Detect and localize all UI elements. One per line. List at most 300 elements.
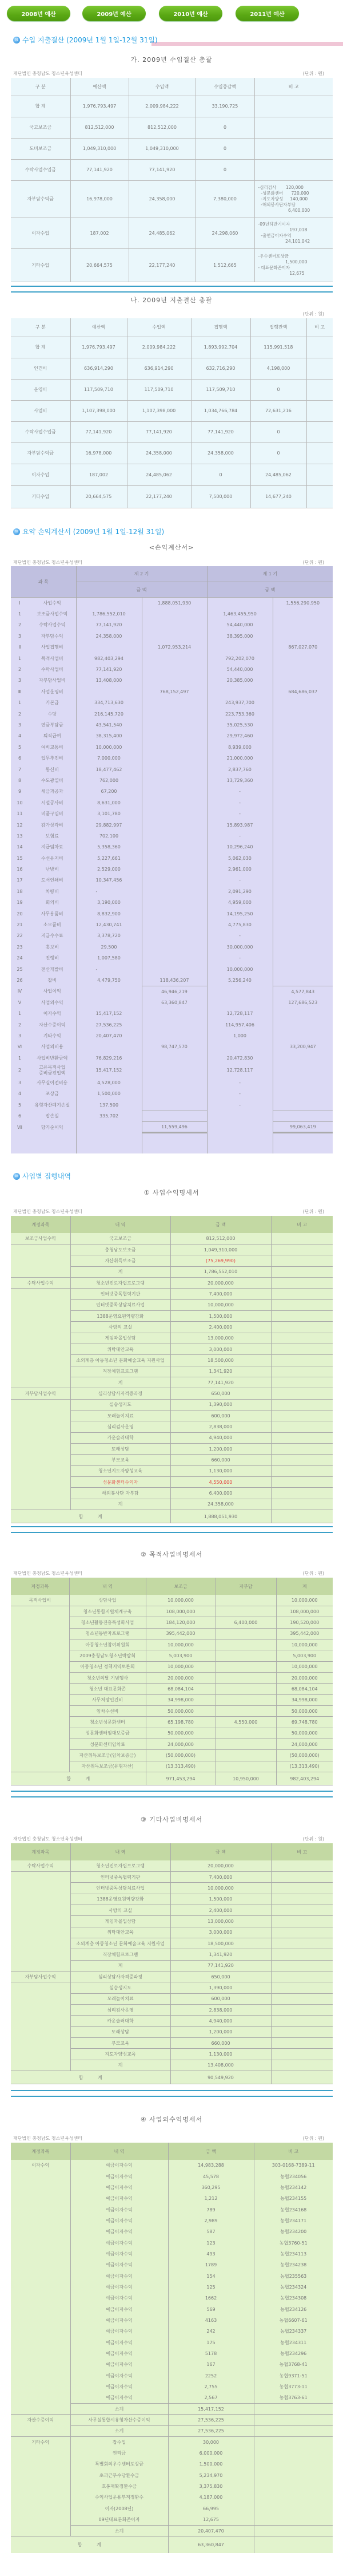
table-cell: 심리검사운영 xyxy=(70,2004,170,2015)
table-cell: 예금이자수익 xyxy=(70,2304,168,2314)
table-row xyxy=(11,720,333,730)
table-cell: Ⅴ xyxy=(18,999,22,1005)
pl-title: <손익계산서> xyxy=(149,544,194,551)
table-cell: 2,400,000 xyxy=(170,1905,271,1915)
table-cell: 심리상담사자격증과정 xyxy=(70,1388,170,1399)
table-cell: 66,995 xyxy=(168,2503,254,2514)
table-row xyxy=(11,841,333,852)
table-cell: 20,000,000 xyxy=(170,1860,271,1871)
table-row xyxy=(11,96,333,117)
table-cell: 127,686,523 xyxy=(288,999,318,1005)
table-cell xyxy=(273,808,333,819)
table-cell: 24 xyxy=(17,955,23,961)
table-cell: 67,200 xyxy=(76,786,142,797)
table-cell xyxy=(11,1133,29,1153)
table-cell: 1,034,766,784 xyxy=(191,400,250,421)
table-cell xyxy=(273,609,333,619)
table-cell: 8 xyxy=(18,777,22,783)
table-cell xyxy=(142,1133,207,1153)
table-cell: 24,485,062 xyxy=(250,464,306,485)
budget-2011-button[interactable]: 2011년 예산 xyxy=(236,6,299,21)
table-cell: 예금이자수익 xyxy=(70,2293,168,2304)
table-cell: 7,380,000 xyxy=(196,180,254,218)
column-header: 수입액 xyxy=(129,78,196,96)
table-cell: 16,978,000 xyxy=(70,180,129,218)
table-cell: 사업이익 xyxy=(29,986,76,997)
table-cell xyxy=(142,697,207,708)
table-cell: 30,000,000 xyxy=(207,942,273,953)
table-cell: 14,195,250 xyxy=(207,908,273,919)
table-cell: 사업비 xyxy=(11,400,70,421)
table-cell: 목적사업비 xyxy=(29,653,76,663)
table-cell: 2,837,760 xyxy=(207,764,273,775)
table-cell: 연금부담금 xyxy=(29,720,76,730)
table-cell: 기본급 xyxy=(29,697,76,708)
table-cell: 4,959,000 xyxy=(207,897,273,908)
table-cell: 1,107,398,000 xyxy=(70,400,127,421)
table-cell xyxy=(142,775,207,786)
budget-2008-button[interactable]: 2008년 예산 xyxy=(7,6,70,21)
table-cell: 3 xyxy=(18,678,22,683)
table-cell xyxy=(254,96,333,117)
table-cell: 303-0168-7389-11 xyxy=(272,2163,315,2168)
table-cell: 68,084,104 xyxy=(276,1684,333,1694)
org-name: 재단법인 충청남도 청소년육성센터 xyxy=(13,560,83,565)
table-cell: 예금이자수익 xyxy=(70,2326,168,2337)
column-header: 구 분 xyxy=(11,318,70,337)
table-cell xyxy=(271,1255,333,1266)
table-cell: 2 xyxy=(18,667,22,673)
table-cell: 812,512,000 xyxy=(70,117,129,138)
table-cell xyxy=(254,2492,333,2503)
table-cell: 2 xyxy=(18,622,22,628)
total-label: 합 계 xyxy=(11,2537,168,2553)
table-cell: 잡수입 xyxy=(70,2437,168,2448)
table-cell: 20,664,575 xyxy=(70,248,129,282)
table-cell: 187,002 xyxy=(70,464,127,485)
table-cell xyxy=(142,831,207,841)
header-row xyxy=(11,2143,333,2160)
column-header: 계 xyxy=(302,1583,307,1589)
table-cell: 812,512,000 xyxy=(170,1233,271,1244)
table-cell xyxy=(142,1064,207,1077)
revenue-detail-title: ① 사업수익명세서 xyxy=(143,1189,200,1196)
subtotal-cell: 15,417,152 xyxy=(168,2404,254,2415)
table-cell: 자산취득보조금(유형자산) xyxy=(69,1761,146,1772)
table-cell: 예금이자수익 xyxy=(70,2270,168,2281)
table-cell xyxy=(254,2481,333,2492)
table-cell: 12,728,117 xyxy=(207,1008,273,1019)
table-cell: 계 xyxy=(70,2060,170,2071)
table-cell: 216,145,720 xyxy=(76,708,142,719)
table-cell: 187,002 xyxy=(70,218,129,248)
table-row xyxy=(11,1030,333,1041)
subtotal-cell xyxy=(254,2404,333,2415)
table-cell xyxy=(271,1432,333,1443)
table-row xyxy=(11,218,333,248)
table-cell: 35,025,530 xyxy=(207,720,273,730)
table-cell: 사무용품비 xyxy=(29,908,76,919)
table-cell: 차량비 xyxy=(29,886,76,897)
table-cell xyxy=(306,337,333,358)
table-cell: 1,556,290,950 xyxy=(286,600,320,606)
table-cell xyxy=(271,1355,333,1366)
table-cell xyxy=(273,897,333,908)
table-cell: 1,130,000 xyxy=(170,1465,271,1476)
table-cell: 이자(2008년) xyxy=(70,2503,168,2514)
table-cell: 54,440,000 xyxy=(207,664,273,675)
expense-summary-table xyxy=(11,318,333,508)
table-cell xyxy=(273,852,333,863)
table-cell: 1 xyxy=(18,1011,22,1017)
budget-2010-button[interactable]: 2010년 예산 xyxy=(159,6,222,21)
table-row xyxy=(11,1606,333,1617)
column-header: 보조금 xyxy=(146,1578,216,1595)
table-cell: 4,775,830 xyxy=(207,919,273,930)
table-cell: 1,200,000 xyxy=(170,1444,271,1455)
table-row xyxy=(11,775,333,786)
table-row xyxy=(11,1100,333,1111)
table-cell: 농협3773-11 xyxy=(279,2384,308,2390)
table-row xyxy=(11,631,333,642)
table-cell: 6,400,000 xyxy=(216,1617,276,1628)
table-cell: 농협6607-61 xyxy=(279,2317,308,2323)
table-cell: 360,295 xyxy=(168,2182,254,2193)
table-cell: 청소년활동진흥특성화사업 xyxy=(69,1617,146,1628)
table-cell xyxy=(142,708,207,719)
table-row xyxy=(11,358,333,379)
subtotal-cell xyxy=(254,2425,333,2436)
table-cell: 농협3763-61 xyxy=(279,2395,308,2401)
table-cell: 9 xyxy=(18,789,22,795)
table-cell: 위탁대안교육 xyxy=(70,1927,170,1938)
table-cell: 사랑의 교실 xyxy=(70,1322,170,1333)
table-row xyxy=(11,442,333,464)
table-cell: - xyxy=(207,1077,273,1088)
table-cell: 33,190,725 xyxy=(196,96,254,117)
table-cell: -우수센터포상금 1,500,000 - 대표문화존이자 12,675 xyxy=(254,248,333,282)
table-cell xyxy=(273,942,333,953)
table-cell: 18,500,000 xyxy=(170,1938,271,1949)
column-header: 비 고 xyxy=(288,2148,299,2154)
table-row xyxy=(11,1041,333,1052)
budget-2009-button[interactable]: 2009년 예산 xyxy=(82,6,146,21)
table-cell: 1,500,000 xyxy=(168,2459,254,2470)
table-cell: 1662 xyxy=(168,2293,254,2304)
table-cell: 12,430,741 xyxy=(76,919,142,930)
table-cell xyxy=(273,919,333,930)
table-cell: 125 xyxy=(168,2282,254,2293)
table-cell: 54,440,000 xyxy=(207,619,273,630)
table-cell xyxy=(271,2026,333,2037)
table-cell: 24,358,000 xyxy=(127,442,191,464)
table-cell: 예금이자수익 xyxy=(70,2370,168,2381)
table-cell: 예금이자수익 xyxy=(70,2182,168,2193)
table-cell: 1,049,310,000 xyxy=(129,138,196,159)
table-row xyxy=(11,753,333,764)
account-cell: 보조금사업수익 xyxy=(11,1233,70,1244)
table-cell: 600,000 xyxy=(170,1993,271,2004)
table-cell: 25 xyxy=(17,966,23,972)
table-cell: 세금과공과 xyxy=(29,786,76,797)
table-cell: 10,000,000 xyxy=(276,1595,333,1606)
column-header: 내 역 xyxy=(70,2143,168,2160)
other-detail-title: ③ 기타사업비명세서 xyxy=(140,1816,203,1823)
table-cell: 1 xyxy=(18,700,22,706)
table-cell: 난방비 xyxy=(29,864,76,875)
table-cell xyxy=(271,1477,333,1488)
table-cell xyxy=(273,886,333,897)
table-cell: 농협234126 xyxy=(280,2306,307,2312)
table-row xyxy=(11,1595,333,1606)
table-cell: 1,500,000 xyxy=(170,1894,271,1905)
table-cell: 20,000,000 xyxy=(170,1277,271,1288)
table-cell: 예금이자수익 xyxy=(70,2249,168,2259)
table-cell: 3,000,000 xyxy=(170,1927,271,1938)
table-cell xyxy=(273,1030,333,1041)
table-cell: 10,000,000 xyxy=(276,1639,333,1650)
table-cell: 6 xyxy=(18,1113,22,1119)
table-cell: 27,536,225 xyxy=(76,1019,142,1030)
table-cell: 650,000 xyxy=(170,1388,271,1399)
table-cell xyxy=(142,930,207,941)
account-cell: 목적사업비 xyxy=(11,1595,69,1606)
section-number-icon: 03 xyxy=(13,1173,20,1180)
table-cell: Ⅳ xyxy=(17,989,22,994)
table-cell: - xyxy=(76,886,142,897)
income-statement-table xyxy=(11,566,333,1153)
table-cell: 768,152,497 xyxy=(142,686,207,697)
table-cell xyxy=(207,686,273,697)
table-cell xyxy=(142,664,207,675)
table-cell xyxy=(271,1388,333,1399)
table-cell: 30,000 xyxy=(168,2437,254,2448)
table-cell: 1 xyxy=(18,611,22,617)
table-cell: 농협234056 xyxy=(280,2174,307,2179)
table-cell xyxy=(273,1053,333,1064)
table-cell xyxy=(271,1299,333,1310)
table-cell: 23 xyxy=(17,944,23,950)
table-cell xyxy=(29,1133,76,1153)
table-cell: 인터넷중독협력기관 xyxy=(70,1871,170,1882)
table-cell xyxy=(216,1639,276,1650)
table-cell xyxy=(76,598,142,609)
table-cell: 1,976,793,497 xyxy=(70,337,127,358)
table-row xyxy=(11,864,333,875)
table-cell: 전산개발비 xyxy=(29,963,76,974)
table-cell: 아동청소년 정책지역토론회 xyxy=(69,1661,146,1672)
table-cell: 성문화센터수익자 xyxy=(70,1477,170,1488)
table-cell: 업무추진비 xyxy=(29,753,76,764)
table-cell: 123 xyxy=(168,2237,254,2248)
table-cell: 15,893,987 xyxy=(207,819,273,830)
table-cell: 잡비 xyxy=(29,975,76,986)
table-cell xyxy=(271,1333,333,1344)
subtotal-cell: 20,407,470 xyxy=(168,2525,254,2536)
table-cell: - xyxy=(207,808,273,819)
table-cell: 115,991,518 xyxy=(250,337,306,358)
table-cell: 13,000,000 xyxy=(170,1333,271,1344)
table-cell xyxy=(207,1121,273,1132)
total-cell: 971,453,294 xyxy=(146,1772,216,1785)
table-cell: 특별회의우수센터포상금 xyxy=(70,2459,168,2470)
table-cell: 5,062,030 xyxy=(207,852,273,863)
table-cell: 12,675 xyxy=(168,2514,254,2525)
table-cell: 5 xyxy=(18,744,22,750)
table-cell xyxy=(207,997,273,1008)
revenue-detail-table xyxy=(11,1216,333,1523)
table-cell xyxy=(273,864,333,875)
table-cell xyxy=(271,1927,333,1938)
column-header: 수입증감액 xyxy=(196,78,254,96)
subject-header: 과 목 xyxy=(11,566,76,598)
table-cell: (13,313,490) xyxy=(276,1761,333,1772)
total-cell: 982,403,294 xyxy=(276,1772,333,1785)
table-cell xyxy=(273,953,333,963)
table-cell: 계 xyxy=(70,1499,170,1510)
table-cell: 예금이자수익 xyxy=(70,2259,168,2270)
table-cell xyxy=(142,1008,207,1019)
table-cell xyxy=(142,1088,207,1099)
table-cell: 18,500,000 xyxy=(170,1355,271,1366)
merged-account-cell xyxy=(11,1982,70,2071)
table-cell: 2,009,984,222 xyxy=(129,96,196,117)
table-cell: 789 xyxy=(168,2204,254,2215)
table-cell xyxy=(142,1053,207,1064)
table-cell: 지급임차료 xyxy=(29,841,76,852)
table-cell: 5 xyxy=(18,1102,22,1108)
table-cell: 홍보비 xyxy=(29,942,76,953)
nonop-detail-title: ④ 사업외수익명세서 xyxy=(140,2116,203,2123)
table-cell xyxy=(216,1750,276,1761)
table-cell: 24,358,000 xyxy=(170,1499,271,1510)
table-row xyxy=(11,379,333,400)
table-cell: 24,298,060 xyxy=(196,218,254,248)
table-cell: 8,631,000 xyxy=(76,797,142,808)
table-cell: 모래놀이치료 xyxy=(70,1411,170,1421)
column-header: 계정과목 xyxy=(11,2143,70,2160)
table-cell xyxy=(142,797,207,808)
table-cell: 국고보조금 xyxy=(11,117,70,138)
purpose-expense-table xyxy=(11,1578,333,1785)
unit-label: (단위 : 원) xyxy=(302,560,324,565)
section-title: 요약 손익계산서 (2009년 1월 1일-12월 31일) xyxy=(22,528,165,536)
account-cell: 이자수익 xyxy=(11,2160,70,2415)
table-cell xyxy=(273,742,333,753)
total-cell: 63,360,847 xyxy=(168,2537,254,2553)
table-cell xyxy=(76,986,142,997)
table-cell xyxy=(306,358,333,379)
period1-header: 제 1 기 xyxy=(207,566,333,582)
table-cell xyxy=(142,875,207,886)
table-cell: 68,084,104 xyxy=(146,1684,216,1694)
table-cell: 고유목적사업 준비금전입액 xyxy=(29,1064,76,1077)
total-cell xyxy=(271,1510,333,1523)
table-cell: 소외계층 아동청소년 문화예술교육 지원사업 xyxy=(70,1355,170,1366)
merged-account-cell xyxy=(11,1399,70,1510)
table-cell xyxy=(271,1289,333,1299)
table-cell: 632,716,290 xyxy=(191,358,250,379)
table-cell: 성문화센터임대보증금 xyxy=(69,1728,146,1739)
column-header: 내 역 xyxy=(70,1216,170,1233)
table-cell: 29,500 xyxy=(76,942,142,953)
table-cell: 예금이자수익 xyxy=(70,2160,168,2171)
column-header: 계정과목 xyxy=(11,1843,70,1860)
table-cell: 77,141,920 xyxy=(129,159,196,180)
table-cell: 상담사업 xyxy=(69,1595,146,1606)
table-cell xyxy=(207,1111,273,1121)
table-cell xyxy=(142,908,207,919)
table-cell: 농협235563 xyxy=(280,2273,307,2279)
table-cell: - xyxy=(207,930,273,941)
table-cell: 예금이자수익 xyxy=(70,2193,168,2204)
table-cell: 982,403,294 xyxy=(76,653,142,663)
table-cell: 사업외비용 xyxy=(29,1041,76,1052)
table-cell xyxy=(216,1739,276,1749)
subtotal-cell: 27,536,225 xyxy=(168,2425,254,2436)
table-cell: 2,009,984,222 xyxy=(127,337,191,358)
table-cell: 충청남도보조금 xyxy=(70,1244,170,1255)
table-cell: 사업집행비 xyxy=(29,642,76,653)
table-row xyxy=(11,138,333,159)
table-cell: 8,939,000 xyxy=(207,742,273,753)
table-cell: 게임과몰입상담 xyxy=(70,1333,170,1344)
table-row xyxy=(11,963,333,974)
table-cell: 10,296,240 xyxy=(207,841,273,852)
table-cell: 118,436,207 xyxy=(142,975,207,986)
table-cell: 4 xyxy=(18,1091,22,1097)
table-cell: 5,234,970 xyxy=(168,2470,254,2481)
table-cell: 1,049,310,000 xyxy=(70,138,129,159)
table-cell: 청소년성문화센터 xyxy=(69,1717,146,1728)
table-cell: 77,141,920 xyxy=(170,1377,271,1388)
unit-label: (단위 : 원) xyxy=(302,71,324,76)
table-cell: 4,550,000 xyxy=(170,1477,271,1488)
table-row xyxy=(11,1088,333,1099)
table-cell: 또래상담 xyxy=(70,2026,170,2037)
column-header: 자부담 xyxy=(216,1578,276,1595)
table-cell: 농협234324 xyxy=(280,2284,307,2290)
unit-label: (단위 : 원) xyxy=(302,311,324,317)
table-cell xyxy=(271,1883,333,1894)
table-cell: 167 xyxy=(168,2359,254,2370)
table-cell: 청소년동반자프로그램 xyxy=(69,1628,146,1639)
table-cell: - xyxy=(207,786,273,797)
table-cell: 청소년진로자립프로그램 xyxy=(70,1277,170,1288)
table-cell: 3 xyxy=(18,633,22,639)
table-row xyxy=(11,875,333,886)
table-cell: 1,212 xyxy=(168,2193,254,2204)
table-cell: 카운슬러대학 xyxy=(70,2016,170,2026)
table-cell xyxy=(142,631,207,642)
table-cell: 50,000,000 xyxy=(146,1705,216,1716)
table-row xyxy=(11,1077,333,1088)
table-row xyxy=(11,730,333,741)
column-header: 구 분 xyxy=(11,78,70,96)
account-cell: 자부담사업수익 xyxy=(11,1388,70,1399)
table-cell: 76,829,216 xyxy=(76,1053,142,1064)
table-cell: 14,983,288 xyxy=(168,2160,254,2171)
table-cell: 2,838,000 xyxy=(170,1421,271,1432)
merged-account-cell xyxy=(11,1871,70,1971)
table-cell xyxy=(76,1133,142,1153)
table-cell: 2,400,000 xyxy=(170,1322,271,1333)
merged-account-cell xyxy=(11,1606,69,1772)
table-cell: 퇴직급여 xyxy=(29,730,76,741)
other-expense-table xyxy=(11,1843,333,2084)
table-cell: 702,100 xyxy=(76,831,142,841)
table-cell xyxy=(271,1971,333,1982)
